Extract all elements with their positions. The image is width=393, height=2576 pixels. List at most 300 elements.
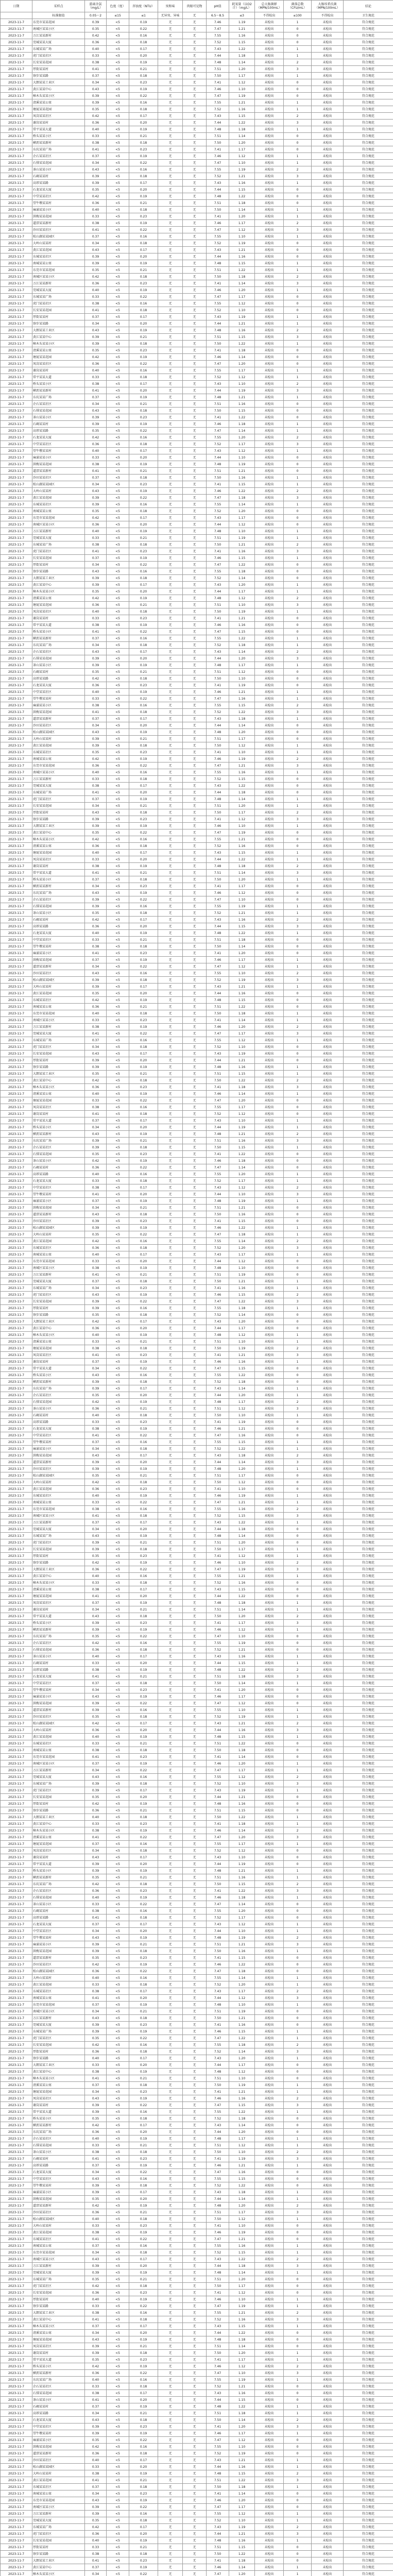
table-row bbox=[1, 1881, 393, 1888]
cod-cell: 1.18 bbox=[229, 1231, 255, 1238]
date-cell: 2023-11-7 bbox=[1, 1151, 32, 1158]
colony-cell: 1 bbox=[284, 1071, 312, 1077]
result-cell: 符合规范 bbox=[344, 535, 393, 541]
cod-cell: 1.10 bbox=[229, 2075, 255, 2082]
cod-cell: 1.12 bbox=[229, 374, 255, 381]
result-cell: 符合规范 bbox=[344, 696, 393, 702]
result-cell: 符合规范 bbox=[344, 374, 393, 381]
e-coli-cell: 未检出 bbox=[312, 2323, 344, 2330]
visible-cell: 无 bbox=[183, 2008, 207, 2015]
ph-cell: 7.47 bbox=[207, 294, 229, 300]
ph-cell: 7.50 bbox=[207, 876, 229, 883]
total-coliform-cell: 未检出 bbox=[255, 1560, 284, 1566]
cod-cell: 1.15 bbox=[229, 1513, 255, 1519]
residual-chlorine-cell: 0.39 bbox=[85, 1787, 107, 1794]
site-cell: 桥头某某小区 bbox=[32, 133, 85, 140]
smell-cell: 无 bbox=[158, 1144, 183, 1151]
e-coli-cell: 未检出 bbox=[312, 716, 344, 722]
visible-cell: 无 bbox=[183, 903, 207, 910]
cod-cell: 1.19 bbox=[229, 1640, 255, 1647]
residual-chlorine-cell: 0.39 bbox=[85, 2263, 107, 2269]
cod-cell: 1.18 bbox=[229, 274, 255, 280]
cod-cell: 1.12 bbox=[229, 1774, 255, 1781]
date-cell: 2023-11-7 bbox=[1, 2042, 32, 2048]
table-row bbox=[1, 1734, 393, 1740]
date-cell: 2023-11-7 bbox=[1, 675, 32, 682]
cod-cell: 1.19 bbox=[229, 1861, 255, 1868]
site-cell: 石碣某某村 bbox=[32, 1660, 85, 1667]
visible-cell: 无 bbox=[183, 722, 207, 729]
colony-cell: 1 bbox=[284, 260, 312, 267]
residual-chlorine-cell: 0.40 bbox=[85, 769, 107, 776]
cod-cell: 1.17 bbox=[229, 588, 255, 595]
colony-cell: 0 bbox=[284, 1968, 312, 1975]
colony-cell: 0 bbox=[284, 2176, 312, 2182]
total-coliform-cell: 未检出 bbox=[255, 2310, 284, 2316]
e-coli-cell: 未检出 bbox=[312, 1479, 344, 1486]
total-coliform-cell: 未检出 bbox=[255, 528, 284, 535]
e-coli-cell: 未检出 bbox=[312, 2357, 344, 2363]
table-row bbox=[1, 943, 393, 950]
smell-cell: 无 bbox=[158, 1613, 183, 1620]
table-row bbox=[1, 367, 393, 374]
visible-cell: 无 bbox=[183, 233, 207, 240]
turbidity-cell: 0.22 bbox=[129, 1231, 158, 1238]
smell-cell: 无 bbox=[158, 1057, 183, 1064]
total-coliform-cell: 未检出 bbox=[255, 2196, 284, 2202]
smell-cell: 无 bbox=[158, 2182, 183, 2189]
cod-cell: 1.14 bbox=[229, 1164, 255, 1171]
turbidity-cell: 0.21 bbox=[129, 1606, 158, 1613]
smell-cell: 无 bbox=[158, 662, 183, 669]
result-cell: 符合规范 bbox=[344, 950, 393, 957]
ph-cell: 7.47 bbox=[207, 2169, 229, 2176]
smell-cell: 无 bbox=[158, 1198, 183, 1205]
ph-cell: 7.43 bbox=[207, 917, 229, 923]
date-cell: 2023-11-7 bbox=[1, 816, 32, 823]
result-cell: 符合规范 bbox=[344, 970, 393, 977]
site-cell: 南城区某某小区 bbox=[32, 2008, 85, 2015]
residual-chlorine-cell: 0.38 bbox=[85, 220, 107, 227]
color-cell: <5 bbox=[107, 2169, 129, 2176]
e-coli-cell: 未检出 bbox=[312, 126, 344, 133]
residual-chlorine-cell: 0.43 bbox=[85, 408, 107, 414]
smell-cell: 无 bbox=[158, 1653, 183, 1660]
turbidity-cell: 0.21 bbox=[129, 267, 158, 274]
color-cell: <5 bbox=[107, 501, 129, 508]
visible-cell: 无 bbox=[183, 2182, 207, 2189]
color-cell: <5 bbox=[107, 146, 129, 153]
turbidity-cell: 0.17 bbox=[129, 314, 158, 320]
total-coliform-cell: 未检出 bbox=[255, 548, 284, 555]
total-coliform-cell: 未检出 bbox=[255, 2149, 284, 2156]
total-coliform-cell: 未检出 bbox=[255, 32, 284, 39]
table-row bbox=[1, 66, 393, 73]
total-coliform-cell: 未检出 bbox=[255, 515, 284, 521]
table-row bbox=[1, 1325, 393, 1332]
visible-cell: 无 bbox=[183, 1258, 207, 1265]
result-cell: 符合规范 bbox=[344, 1251, 393, 1258]
result-cell: 符合规范 bbox=[344, 1405, 393, 1412]
residual-chlorine-cell: 0.42 bbox=[85, 193, 107, 200]
color-cell: <5 bbox=[107, 1184, 129, 1191]
smell-cell: 无 bbox=[158, 2102, 183, 2109]
site-cell: 樟木头某某小区 bbox=[32, 1580, 85, 1586]
site-cell: 常平某某大道 bbox=[32, 2357, 85, 2363]
smell-cell: 无 bbox=[158, 220, 183, 227]
visible-cell: 无 bbox=[183, 1928, 207, 1935]
date-cell: 2023-11-7 bbox=[1, 1727, 32, 1734]
total-coliform-cell: 未检出 bbox=[255, 421, 284, 428]
cod-cell: 1.20 bbox=[229, 729, 255, 736]
visible-cell: 无 bbox=[183, 1693, 207, 1700]
residual-chlorine-cell: 0.40 bbox=[85, 46, 107, 53]
smell-cell: 无 bbox=[158, 1372, 183, 1379]
total-coliform-cell: 未检出 bbox=[255, 381, 284, 387]
colony-cell: 2 bbox=[284, 59, 312, 66]
result-cell: 符合规范 bbox=[344, 1573, 393, 1580]
visible-cell: 无 bbox=[183, 2015, 207, 2022]
residual-chlorine-cell: 0.41 bbox=[85, 1191, 107, 1198]
result-cell: 符合规范 bbox=[344, 1593, 393, 1600]
date-cell: 2023-11-7 bbox=[1, 890, 32, 896]
turbidity-cell: 0.21 bbox=[129, 736, 158, 742]
site-cell: 常平某某大道 bbox=[32, 1613, 85, 1620]
ph-cell: 7.50 bbox=[207, 1211, 229, 1218]
visible-cell: 无 bbox=[183, 287, 207, 294]
turbidity-cell: 0.16 bbox=[129, 1573, 158, 1580]
ph-cell: 7.47 bbox=[207, 1164, 229, 1171]
ph-cell: 7.50 bbox=[207, 809, 229, 816]
e-coli-cell: 未检出 bbox=[312, 762, 344, 769]
table-row bbox=[1, 1941, 393, 1948]
result-cell: 符合规范 bbox=[344, 1948, 393, 1955]
e-coli-cell: 未检出 bbox=[312, 1707, 344, 1714]
residual-chlorine-cell: 0.43 bbox=[85, 2176, 107, 2182]
color-cell: <5 bbox=[107, 1727, 129, 1734]
turbidity-cell: 0.22 bbox=[129, 1164, 158, 1171]
date-cell: 2023-11-7 bbox=[1, 1285, 32, 1292]
ph-cell: 7.50 bbox=[207, 2350, 229, 2357]
visible-cell: 无 bbox=[183, 1593, 207, 1600]
turbidity-cell: 0.18 bbox=[129, 1446, 158, 1452]
turbidity-cell: 0.19 bbox=[129, 1332, 158, 1338]
ph-cell: 7.44 bbox=[207, 2129, 229, 2136]
total-coliform-cell: 未检出 bbox=[255, 1620, 284, 1626]
result-cell: 符合规范 bbox=[344, 1318, 393, 1325]
total-coliform-cell: 未检出 bbox=[255, 448, 284, 454]
e-coli-cell: 未检出 bbox=[312, 1981, 344, 1988]
total-coliform-cell: 未检出 bbox=[255, 977, 284, 984]
turbidity-cell: 0.22 bbox=[129, 227, 158, 233]
ph-cell: 7.55 bbox=[207, 300, 229, 307]
smell-cell: 无 bbox=[158, 1064, 183, 1071]
colony-cell: 0 bbox=[284, 2330, 312, 2336]
total-coliform-cell: 未检出 bbox=[255, 2263, 284, 2269]
colony-cell: 1 bbox=[284, 2082, 312, 2089]
table-row bbox=[1, 1760, 393, 1767]
cod-cell: 1.20 bbox=[229, 655, 255, 662]
table-row bbox=[1, 327, 393, 334]
e-coli-cell: 未检出 bbox=[312, 2062, 344, 2069]
table-row bbox=[1, 856, 393, 863]
date-cell: 2023-11-7 bbox=[1, 1767, 32, 1774]
visible-cell: 无 bbox=[183, 2229, 207, 2236]
color-cell: <5 bbox=[107, 193, 129, 200]
site-cell: 长安某某花园 bbox=[32, 555, 85, 562]
visible-cell: 无 bbox=[183, 1553, 207, 1560]
header-result: 结论 bbox=[344, 1, 393, 12]
ph-cell: 7.51 bbox=[207, 2008, 229, 2015]
e-coli-cell: 未检出 bbox=[312, 629, 344, 635]
residual-chlorine-cell: 0.39 bbox=[85, 977, 107, 984]
result-cell: 符合规范 bbox=[344, 19, 393, 26]
residual-chlorine-cell: 0.36 bbox=[85, 1325, 107, 1332]
residual-chlorine-cell: 0.33 bbox=[85, 615, 107, 622]
colony-cell: 0 bbox=[284, 1258, 312, 1265]
cod-cell: 1.22 bbox=[229, 783, 255, 789]
cod-cell: 1.22 bbox=[229, 1151, 255, 1158]
color-cell: <5 bbox=[107, 1037, 129, 1044]
colony-cell: 0 bbox=[284, 1533, 312, 1539]
date-cell: 2023-11-7 bbox=[1, 615, 32, 622]
cod-cell: 1.18 bbox=[229, 1673, 255, 1680]
header-visible: 肉眼可见物 bbox=[183, 1, 207, 12]
date-cell: 2023-11-7 bbox=[1, 662, 32, 669]
table-row bbox=[1, 1720, 393, 1727]
visible-cell: 无 bbox=[183, 876, 207, 883]
visible-cell: 无 bbox=[183, 977, 207, 984]
visible-cell: 无 bbox=[183, 917, 207, 923]
result-cell: 符合规范 bbox=[344, 521, 393, 528]
site-cell: 东莞市某某花园 bbox=[32, 267, 85, 274]
date-cell: 2023-11-7 bbox=[1, 233, 32, 240]
residual-chlorine-cell: 0.39 bbox=[85, 1459, 107, 1466]
smell-cell: 无 bbox=[158, 1821, 183, 1827]
total-coliform-cell: 未检出 bbox=[255, 361, 284, 367]
smell-cell: 无 bbox=[158, 1647, 183, 1653]
visible-cell: 无 bbox=[183, 448, 207, 454]
turbidity-cell: 0.16 bbox=[129, 367, 158, 374]
ph-cell: 7.55 bbox=[207, 1305, 229, 1312]
colony-cell: 1 bbox=[284, 2377, 312, 2383]
cod-cell: 1.15 bbox=[229, 1586, 255, 1593]
table-row bbox=[1, 1010, 393, 1017]
color-cell: <5 bbox=[107, 1345, 129, 1352]
colony-cell: 0 bbox=[284, 1272, 312, 1278]
turbidity-cell: 0.16 bbox=[129, 1774, 158, 1781]
residual-chlorine-cell: 0.42 bbox=[85, 595, 107, 602]
site-cell: 寮步某某路 bbox=[32, 2055, 85, 2062]
turbidity-cell: 0.16 bbox=[129, 99, 158, 106]
date-cell: 2023-11-7 bbox=[1, 984, 32, 990]
date-cell: 2023-11-7 bbox=[1, 876, 32, 883]
site-cell: 道滘某某新村 bbox=[32, 2202, 85, 2209]
date-cell: 2023-11-7 bbox=[1, 977, 32, 984]
table-row bbox=[1, 642, 393, 649]
visible-cell: 无 bbox=[183, 1071, 207, 1077]
table-row bbox=[1, 1593, 393, 1600]
smell-cell: 无 bbox=[158, 287, 183, 294]
total-coliform-cell: 未检出 bbox=[255, 769, 284, 776]
e-coli-cell: 未检出 bbox=[312, 910, 344, 917]
table-row bbox=[1, 1626, 393, 1633]
smell-cell: 无 bbox=[158, 2377, 183, 2383]
result-cell: 符合规范 bbox=[344, 1432, 393, 1439]
ph-cell: 7.55 bbox=[207, 1774, 229, 1781]
residual-chlorine-cell: 0.36 bbox=[85, 1164, 107, 1171]
residual-chlorine-cell: 0.38 bbox=[85, 1104, 107, 1111]
site-cell: 长安某某花园 bbox=[32, 2290, 85, 2296]
residual-chlorine-cell: 0.37 bbox=[85, 1519, 107, 1526]
residual-chlorine-cell: 0.41 bbox=[85, 1834, 107, 1841]
colony-cell: 0 bbox=[284, 361, 312, 367]
result-cell: 符合规范 bbox=[344, 1466, 393, 1472]
ph-cell: 7.46 bbox=[207, 2296, 229, 2303]
date-cell: 2023-11-7 bbox=[1, 2323, 32, 2330]
e-coli-cell: 未检出 bbox=[312, 320, 344, 327]
e-coli-cell: 未检出 bbox=[312, 809, 344, 816]
turbidity-cell: 0.20 bbox=[129, 1593, 158, 1600]
visible-cell: 无 bbox=[183, 2048, 207, 2055]
turbidity-cell: 0.20 bbox=[129, 521, 158, 528]
colony-cell: 1 bbox=[284, 689, 312, 696]
site-cell: 沙田某某社区 bbox=[32, 722, 85, 729]
visible-cell: 无 bbox=[183, 930, 207, 937]
result-cell: 符合规范 bbox=[344, 1834, 393, 1841]
site-cell: 中堂某某社区 bbox=[32, 1184, 85, 1191]
table-row bbox=[1, 1647, 393, 1653]
site-cell: 常平某某大道 bbox=[32, 1365, 85, 1372]
turbidity-cell: 0.16 bbox=[129, 1841, 158, 1848]
site-cell: 莞城某某大厦 bbox=[32, 1774, 85, 1781]
visible-cell: 无 bbox=[183, 2149, 207, 2156]
ph-cell: 7.51 bbox=[207, 267, 229, 274]
cod-cell: 1.12 bbox=[229, 300, 255, 307]
smell-cell: 无 bbox=[158, 247, 183, 253]
table-row bbox=[1, 568, 393, 575]
e-coli-cell: 未检出 bbox=[312, 1338, 344, 1345]
colony-cell: 0 bbox=[284, 2390, 312, 2397]
visible-cell: 无 bbox=[183, 488, 207, 495]
smell-cell: 无 bbox=[158, 655, 183, 662]
ph-cell: 7.52 bbox=[207, 776, 229, 783]
cod-cell: 1.16 bbox=[229, 1359, 255, 1365]
ph-cell: 7.46 bbox=[207, 1359, 229, 1365]
site-cell: 沙田某某社区 bbox=[32, 2209, 85, 2216]
total-coliform-cell: 未检出 bbox=[255, 1164, 284, 1171]
smell-cell: 无 bbox=[158, 300, 183, 307]
site-cell: 东城某某广场 bbox=[32, 294, 85, 300]
residual-chlorine-cell: 0.33 bbox=[85, 213, 107, 220]
ph-cell: 7.48 bbox=[207, 2336, 229, 2343]
total-coliform-cell: 未检出 bbox=[255, 454, 284, 461]
table-row bbox=[1, 1024, 393, 1030]
total-coliform-cell: 未检出 bbox=[255, 1191, 284, 1198]
site-cell: 石龙某某大厦 bbox=[32, 2169, 85, 2176]
result-cell: 符合规范 bbox=[344, 1620, 393, 1626]
total-coliform-cell: 未检出 bbox=[255, 1104, 284, 1111]
table-row bbox=[1, 1332, 393, 1338]
residual-chlorine-cell: 0.41 bbox=[85, 870, 107, 876]
date-cell: 2023-11-7 bbox=[1, 160, 32, 166]
turbidity-cell: 0.22 bbox=[129, 1030, 158, 1037]
turbidity-cell: 0.17 bbox=[129, 46, 158, 53]
color-cell: <5 bbox=[107, 448, 129, 454]
residual-chlorine-cell: 0.38 bbox=[85, 1586, 107, 1593]
table-row bbox=[1, 1673, 393, 1680]
smell-cell: 无 bbox=[158, 1084, 183, 1091]
color-cell: <5 bbox=[107, 1700, 129, 1707]
colony-cell: 3 bbox=[284, 173, 312, 180]
result-cell: 符合规范 bbox=[344, 870, 393, 876]
ph-cell: 7.55 bbox=[207, 1975, 229, 1981]
ph-cell: 7.52 bbox=[207, 374, 229, 381]
visible-cell: 无 bbox=[183, 2323, 207, 2330]
table-row bbox=[1, 1030, 393, 1037]
result-cell: 符合规范 bbox=[344, 829, 393, 836]
result-cell: 符合规范 bbox=[344, 769, 393, 776]
visible-cell: 无 bbox=[183, 160, 207, 166]
site-cell: 黄江某某花园 bbox=[32, 742, 85, 749]
cod-cell: 1.12 bbox=[229, 595, 255, 602]
date-cell: 2023-11-7 bbox=[1, 341, 32, 347]
turbidity-cell: 0.18 bbox=[129, 1178, 158, 1184]
site-cell: 石排某某花园 bbox=[32, 655, 85, 662]
result-cell: 符合规范 bbox=[344, 1345, 393, 1352]
colony-cell: 1 bbox=[284, 1225, 312, 1231]
result-cell: 符合规范 bbox=[344, 863, 393, 870]
result-cell: 符合规范 bbox=[344, 896, 393, 903]
site-cell: 长安某某花园 bbox=[32, 307, 85, 314]
color-cell: <5 bbox=[107, 1365, 129, 1372]
turbidity-cell: 0.22 bbox=[129, 562, 158, 568]
site-cell: 南城区某某小区 bbox=[32, 769, 85, 776]
site-cell: 谢岗某某村 bbox=[32, 120, 85, 126]
visible-cell: 无 bbox=[183, 1841, 207, 1848]
colony-cell: 1 bbox=[284, 1573, 312, 1580]
total-coliform-cell: 未检出 bbox=[255, 2115, 284, 2122]
e-coli-cell: 未检出 bbox=[312, 1493, 344, 1499]
turbidity-cell: 0.19 bbox=[129, 461, 158, 468]
residual-chlorine-cell: 0.39 bbox=[85, 2109, 107, 2115]
turbidity-cell: 0.23 bbox=[129, 1486, 158, 1493]
total-coliform-cell: 未检出 bbox=[255, 716, 284, 722]
turbidity-cell: 0.23 bbox=[129, 615, 158, 622]
cod-cell: 1.14 bbox=[229, 59, 255, 66]
colony-cell: 1 bbox=[284, 1144, 312, 1151]
residual-chlorine-cell: 0.33 bbox=[85, 1740, 107, 1747]
result-cell: 符合规范 bbox=[344, 2336, 393, 2343]
residual-chlorine-cell: 0.43 bbox=[85, 2015, 107, 2022]
color-cell: <5 bbox=[107, 568, 129, 575]
date-cell: 2023-11-7 bbox=[1, 588, 32, 595]
table-row bbox=[1, 2383, 393, 2390]
ph-cell: 7.43 bbox=[207, 2122, 229, 2129]
smell-cell: 无 bbox=[158, 1359, 183, 1365]
table-row bbox=[1, 1486, 393, 1493]
total-coliform-cell: 未检出 bbox=[255, 615, 284, 622]
table-row bbox=[1, 1004, 393, 1010]
ph-cell: 7.47 bbox=[207, 1834, 229, 1841]
color-cell: <5 bbox=[107, 1432, 129, 1439]
color-cell: <5 bbox=[107, 1379, 129, 1385]
total-coliform-cell: 未检出 bbox=[255, 26, 284, 32]
e-coli-cell: 未检出 bbox=[312, 1533, 344, 1539]
result-cell: 符合规范 bbox=[344, 160, 393, 166]
turbidity-cell: 0.23 bbox=[129, 347, 158, 354]
colony-cell: 0 bbox=[284, 1365, 312, 1372]
